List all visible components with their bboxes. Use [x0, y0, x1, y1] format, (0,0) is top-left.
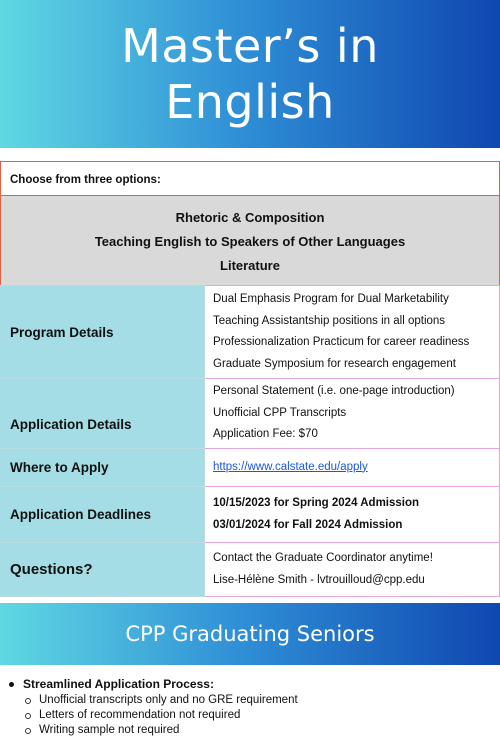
list-item: Lise-Hélène Smith - lvtrouilloud@cpp.edu — [213, 573, 425, 586]
options-heading: Choose from three options: — [0, 161, 500, 196]
seniors-title: CPP Graduating Seniors — [125, 622, 375, 646]
table-row — [1, 449, 500, 487]
hero-title-line-1: Master’s in — [121, 19, 379, 73]
list-item: Contact the Graduate Coordinator anytime! — [213, 552, 433, 564]
list-item — [9, 676, 489, 693]
sub-bullet-icon — [25, 713, 31, 719]
seniors-bullets — [9, 676, 489, 738]
list-item: Dual Emphasis Program for Dual Marketability — [213, 293, 449, 305]
application-details-value — [205, 379, 500, 449]
list-item — [9, 693, 489, 708]
bullet-icon — [9, 682, 14, 687]
options-section — [0, 161, 500, 289]
sub-bullet-label: Letters of recommendation not required — [39, 709, 241, 721]
program-details-value — [205, 286, 500, 379]
application-details-label: Application Details — [1, 379, 205, 449]
where-to-apply-label: Where to Apply — [1, 449, 205, 487]
application-deadlines-value — [205, 487, 500, 543]
application-deadlines-label: Application Deadlines — [1, 487, 205, 543]
option-tesol: Teaching English to Speakers of Other Languages — [94, 234, 406, 249]
sub-bullet-label: Unofficial transcripts only and no GRE requirement — [39, 694, 298, 706]
options-list — [0, 196, 500, 289]
seniors-banner — [0, 603, 500, 665]
table-row — [1, 543, 500, 597]
sub-bullet-icon — [25, 698, 31, 704]
list-item: Personal Statement (i.e. one-page introduction) — [213, 385, 455, 398]
table-row — [1, 379, 500, 449]
list-item: Professionalization Practicum for career readiness — [213, 336, 470, 348]
program-details-label: Program Details — [1, 286, 205, 379]
hero-banner — [0, 0, 500, 148]
list-item — [9, 708, 489, 723]
option-rhetoric: Rhetoric & Composition — [175, 210, 325, 225]
sub-bullet-label: Writing sample not required — [39, 724, 180, 736]
questions-label: Questions? — [1, 543, 205, 597]
apply-link[interactable]: https://www.calstate.edu/apply — [213, 460, 368, 473]
list-item — [9, 723, 489, 738]
table-row — [1, 286, 500, 379]
hero-title-line-2: English — [165, 75, 335, 129]
bullet-label: Streamlined Application Process: — [23, 677, 214, 691]
option-literature: Literature — [220, 258, 280, 273]
questions-value — [205, 543, 500, 597]
list-item: 03/01/2024 for Fall 2024 Admission — [213, 518, 403, 531]
list-item: Graduate Symposium for research engagement — [213, 357, 456, 370]
list-item: Unofficial CPP Transcripts — [213, 406, 347, 419]
where-to-apply-value — [205, 449, 500, 487]
details-table — [0, 285, 500, 597]
table-row — [1, 487, 500, 543]
sub-bullet-icon — [25, 728, 31, 734]
list-item: Teaching Assistantship positions in all options — [213, 314, 446, 327]
list-item: 10/15/2023 for Spring 2024 Admission — [213, 497, 420, 509]
list-item: Application Fee: $70 — [213, 428, 318, 441]
